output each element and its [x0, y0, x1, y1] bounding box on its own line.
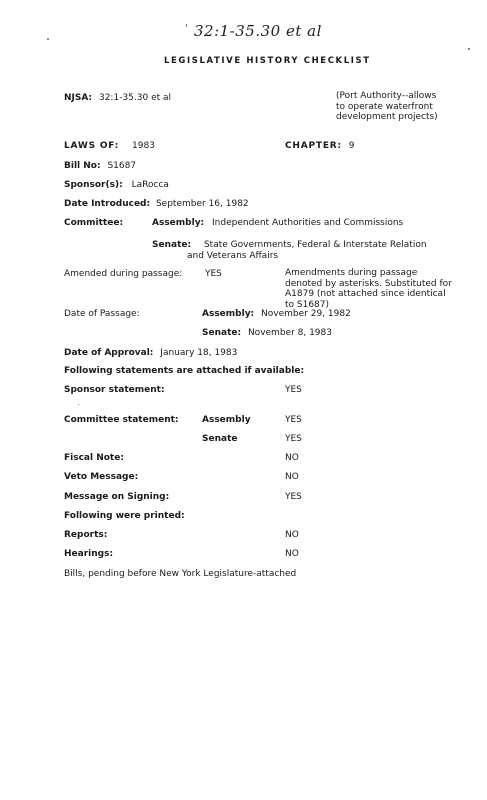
committee-statement-label: Committee statement:: [64, 415, 179, 425]
committee-senate-value: State Governments, Federal & Interstate Relation: [203, 240, 427, 250]
document-title: LEGISLATIVE HISTORY CHECKLIST: [164, 56, 371, 66]
sponsors-row: [64, 180, 169, 190]
committee-senate-row: [152, 240, 427, 250]
veto-message-label: Veto Message:: [64, 472, 139, 482]
committee-statement-assembly-value: YES: [285, 415, 302, 425]
message-on-signing-value: YES: [285, 492, 302, 502]
committee-assembly-label: Assembly:: [152, 218, 205, 228]
committee-statement-assembly-label: Assembly: [202, 415, 251, 425]
laws-of-label: LAWS OF:: [64, 141, 120, 151]
fiscal-note-value: NO: [285, 453, 299, 463]
statements-heading: Following statements are attached if available:: [64, 366, 305, 376]
veto-message-value: NO: [285, 472, 299, 482]
scan-speck: [47, 38, 49, 40]
fiscal-note-label: Fiscal Note:: [64, 453, 124, 463]
njsa-row: [64, 93, 171, 103]
passage-assembly-label: Assembly:: [202, 309, 255, 319]
handwritten-reference: 32:1-35.30 et al: [194, 22, 322, 40]
printed-heading: Following were printed:: [64, 511, 185, 521]
committee-assembly-value: Independent Authorities and Commissions: [212, 218, 404, 228]
chapter-label: CHAPTER:: [285, 141, 342, 151]
njsa-label: NJSA:: [64, 93, 93, 103]
message-on-signing-label: Message on Signing:: [64, 492, 170, 502]
njsa-value: 32:1-35.30 et al: [98, 93, 172, 103]
footer-note: Bills, pending before New York Legislature-attached: [64, 569, 297, 579]
committee-statement-senate-label: Senate: [202, 434, 238, 444]
amended-value: YES: [205, 269, 222, 279]
date-of-passage-label: Date of Passage:: [64, 309, 140, 319]
amended-label: Amended during passage:: [64, 269, 183, 279]
committee-statement-senate-value: YES: [285, 434, 302, 444]
amended-note: Amendments during passage denoted by asterisks. Substituted for A1879 (not attached since identical to S1687): [285, 268, 452, 310]
date-of-approval-value: January 18, 1983: [160, 348, 238, 358]
date-introduced-row: [64, 199, 249, 209]
date-of-approval-label: Date of Approval:: [64, 348, 154, 358]
scan-speck: [78, 404, 79, 405]
sponsors-label: Sponsor(s):: [64, 180, 123, 190]
laws-of-row: [64, 141, 155, 151]
passage-assembly-value: November 29, 1982: [261, 309, 351, 319]
bill-no-label: Bill No:: [64, 161, 101, 171]
committee-senate-value-line2: and Veterans Affairs: [187, 251, 279, 261]
reports-value: NO: [285, 530, 299, 540]
subject-note: (Port Authority--allows to operate waterfront development projects): [336, 91, 438, 122]
bill-no-value: S1687: [107, 161, 137, 171]
passage-senate-value: November 8, 1983: [247, 328, 332, 338]
chapter-row: [285, 141, 355, 151]
laws-of-value: 1983: [132, 141, 155, 151]
sponsors-value: LaRocca: [131, 180, 169, 190]
reports-label: Reports:: [64, 530, 108, 540]
scan-speck: [186, 24, 187, 27]
sponsor-statement-value: YES: [285, 385, 302, 395]
passage-senate-label: Senate:: [202, 328, 242, 338]
hearings-label: Hearings:: [64, 549, 114, 559]
committee-label: Committee:: [64, 218, 124, 228]
committee-senate-label: Senate:: [152, 240, 192, 250]
chapter-value: 9: [348, 141, 355, 151]
committee-assembly-row: [152, 218, 403, 228]
bill-no-row: [64, 161, 136, 171]
hearings-value: NO: [285, 549, 299, 559]
passage-assembly-row: [202, 309, 351, 319]
sponsor-statement-label: Sponsor statement:: [64, 385, 165, 395]
date-of-approval-row: [64, 348, 237, 358]
date-introduced-value: September 16, 1982: [155, 199, 249, 209]
date-introduced-label: Date Introduced:: [64, 199, 151, 209]
scan-speck: [468, 48, 470, 50]
passage-senate-row: [202, 328, 332, 338]
